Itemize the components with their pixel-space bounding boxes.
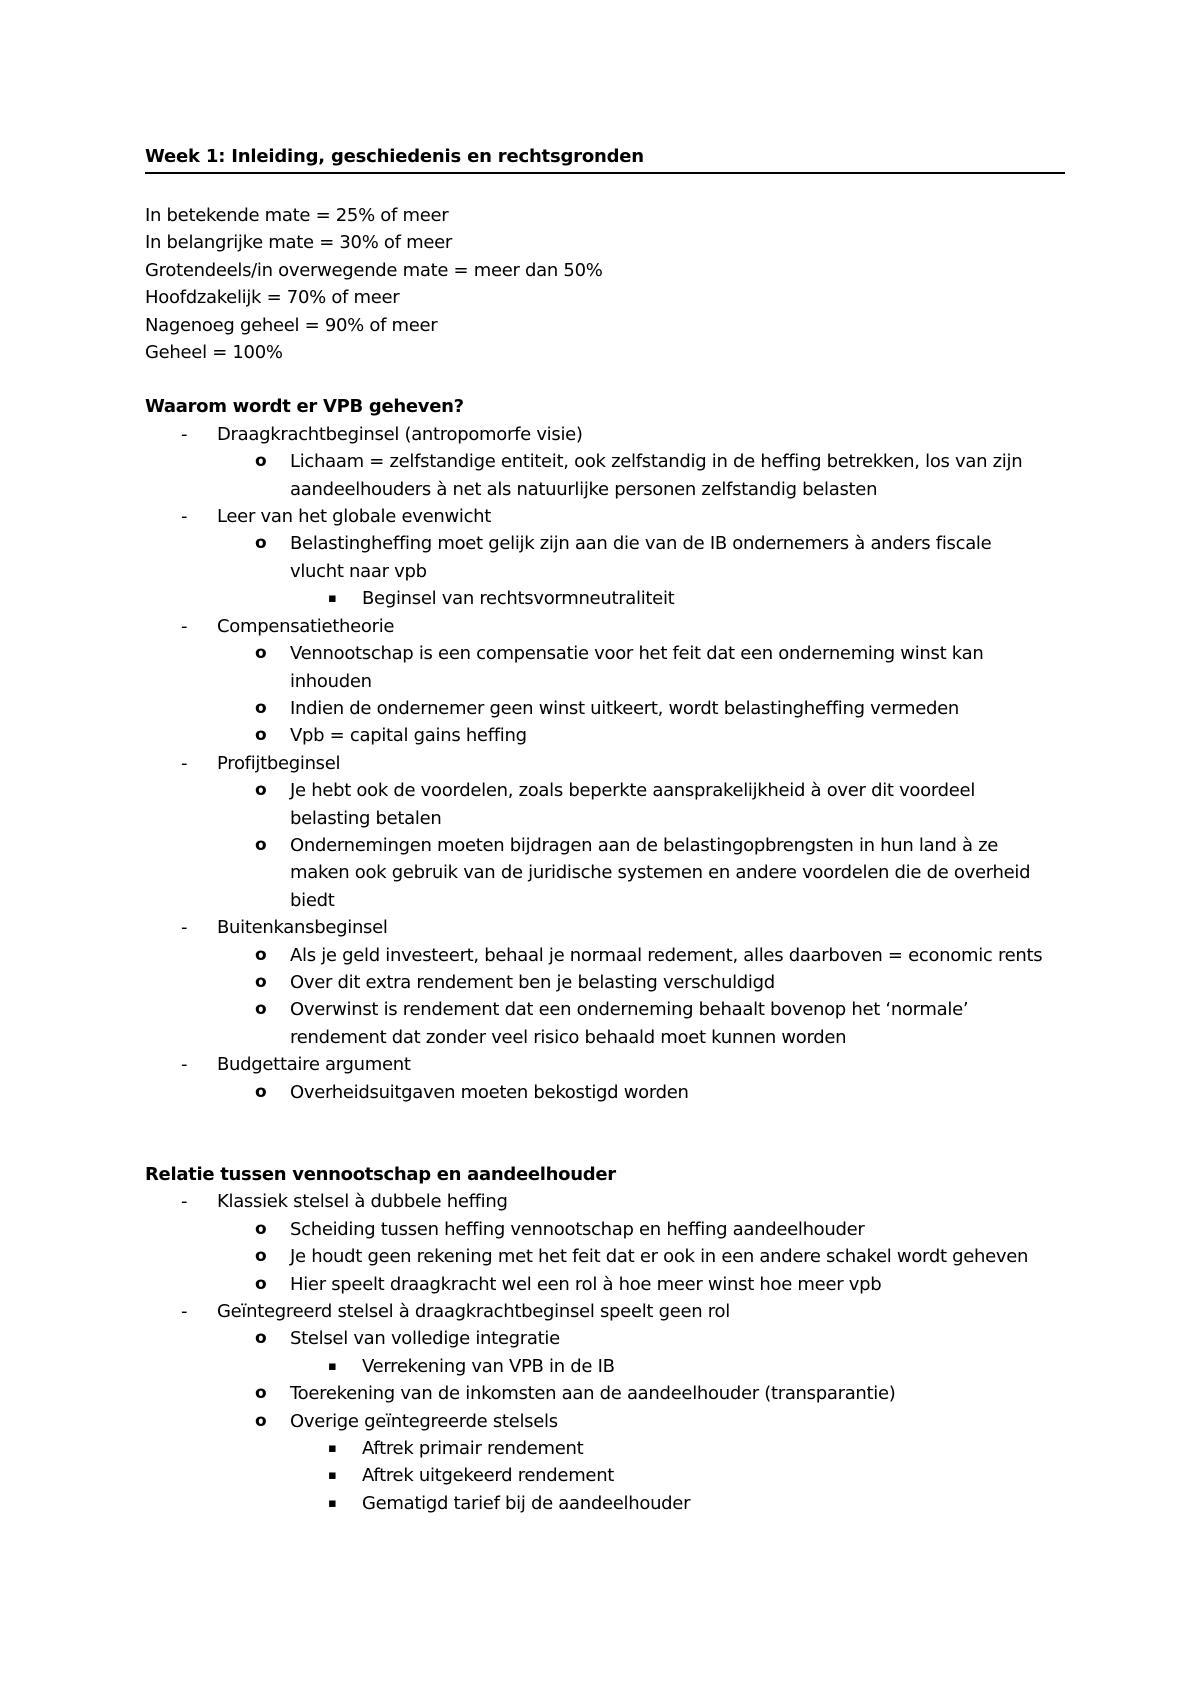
definition-line: In betekende mate = 25% of meer bbox=[145, 205, 449, 226]
list-item bbox=[145, 914, 1065, 941]
document-title: Week 1: Inleiding, geschiedenis en rechtsgronden bbox=[145, 146, 1065, 174]
list-item-label: Klassiek stelsel à dubbele heffing bbox=[217, 1191, 508, 1213]
square-bullet: ▪ bbox=[328, 1441, 337, 1457]
list-item-label: Draagkrachtbeginsel (antropomorfe visie) bbox=[217, 423, 583, 445]
list-item-label: Buitenkansbeginsel bbox=[217, 917, 388, 939]
sub-item-line: Lichaam = zelfstandige entiteit, ook zelfstandig in de heffing betrekken, los van zijn bbox=[290, 451, 1023, 473]
sub-sub-item-label: Aftrek uitgekeerd rendement bbox=[362, 1465, 615, 1487]
dash-bullet: - bbox=[181, 1191, 188, 1213]
sub-item-line: Overige geïntegreerde stelsels bbox=[290, 1410, 558, 1432]
circle-bullet: o bbox=[255, 1328, 267, 1349]
list-item-label: Budgettaire argument bbox=[217, 1054, 411, 1076]
list-item-label: Geïntegreerd stelsel à draagkrachtbeginsel speelt geen rol bbox=[217, 1301, 730, 1323]
list-item bbox=[145, 1188, 1065, 1215]
circle-bullet: o bbox=[255, 533, 267, 554]
sub-item-line: vlucht naar vpb bbox=[290, 560, 427, 582]
definition-line: Nagenoeg geheel = 90% of meer bbox=[145, 314, 438, 336]
sub-item-line: maken ook gebruik van de juridische systemen en andere voordelen die de overheid bbox=[290, 862, 1031, 884]
sub-list-item bbox=[145, 448, 1065, 503]
sub-sub-list-item bbox=[145, 1490, 1065, 1517]
sub-item-line: Ondernemingen moeten bijdragen aan de belastingopbrengsten in hun land à ze bbox=[290, 834, 999, 856]
section-relation bbox=[145, 1161, 1065, 1517]
square-bullet: ▪ bbox=[328, 1495, 337, 1511]
sub-item-line: Stelsel van volledige integratie bbox=[290, 1328, 560, 1350]
circle-bullet: o bbox=[255, 999, 267, 1020]
sub-item-line: Als je geld investeert, behaal je normaal redement, alles daarboven = economic rents bbox=[290, 944, 1043, 966]
sub-item-line: Je houdt geen rekening met het feit dat er ook in een andere schakel wordt geheven bbox=[290, 1246, 1029, 1268]
sub-item-line: inhouden bbox=[290, 670, 372, 692]
sub-sub-list-item bbox=[145, 1435, 1065, 1462]
circle-bullet: o bbox=[255, 1410, 267, 1431]
sub-sub-item-label: Verrekening van VPB in de IB bbox=[362, 1355, 615, 1377]
sub-item-line: Over dit extra rendement ben je belasting verschuldigd bbox=[290, 971, 775, 993]
sub-list-item bbox=[145, 530, 1065, 585]
sub-item-line: belasting betalen bbox=[290, 807, 442, 829]
sub-item-line: Belastingheffing moet gelijk zijn aan die van de IB ondernemers à anders fiscale bbox=[290, 533, 992, 555]
circle-bullet: o bbox=[255, 1218, 267, 1239]
sub-list-item bbox=[145, 1325, 1065, 1352]
circle-bullet: o bbox=[255, 697, 267, 718]
sub-item-line: Overwinst is rendement dat een onderneming behaalt bovenop het ‘normale’ bbox=[290, 999, 969, 1021]
sub-item-line: Je hebt ook de voordelen, zoals beperkte aansprakelijkheid à over dit voordeel bbox=[290, 780, 976, 802]
sub-list-item bbox=[145, 695, 1065, 722]
sub-list-item bbox=[145, 640, 1065, 695]
sub-item-line: Hier speelt draagkracht wel een rol à hoe meer winst hoe meer vpb bbox=[290, 1273, 882, 1295]
circle-bullet: o bbox=[255, 643, 267, 664]
definition-line: Geheel = 100% bbox=[145, 342, 283, 364]
list-item bbox=[145, 503, 1065, 530]
definition-line: In belangrijke mate = 30% of meer bbox=[145, 232, 452, 254]
dash-bullet: - bbox=[181, 1054, 188, 1076]
sub-item-line: Vpb = capital gains heffing bbox=[290, 725, 527, 747]
sub-sub-item-label: Gematigd tarief bij de aandeelhouder bbox=[362, 1492, 691, 1514]
sub-item-line: aandeelhouders à net als natuurlijke personen zelfstandig belasten bbox=[290, 478, 878, 500]
sub-item-line: Scheiding tussen heffing vennootschap en heffing aandeelhouder bbox=[290, 1218, 865, 1240]
sub-item-line: biedt bbox=[290, 889, 335, 911]
sub-sub-item-label: Aftrek primair rendement bbox=[362, 1438, 584, 1460]
definitions-list bbox=[145, 202, 1065, 366]
section-vpb-reasons bbox=[145, 393, 1065, 1106]
sub-list-item bbox=[145, 1079, 1065, 1106]
sub-item-line: rendement dat zonder veel risico behaald moet kunnen worden bbox=[290, 1026, 847, 1048]
list-item bbox=[145, 1051, 1065, 1078]
definition-line: Grotendeels/in overwegende mate = meer dan 50% bbox=[145, 259, 603, 281]
dash-bullet: - bbox=[181, 1301, 188, 1323]
dash-bullet: - bbox=[181, 506, 188, 528]
dash-bullet: - bbox=[181, 615, 188, 637]
circle-bullet: o bbox=[255, 1273, 267, 1294]
circle-bullet: o bbox=[255, 1383, 267, 1404]
list-item-label: Profijtbeginsel bbox=[217, 752, 341, 774]
sub-sub-list-item bbox=[145, 1353, 1065, 1380]
circle-bullet: o bbox=[255, 944, 267, 965]
reasons-list bbox=[145, 421, 1065, 1106]
sub-list-item bbox=[145, 996, 1065, 1051]
definition-line: Hoofdzakelijk = 70% of meer bbox=[145, 287, 400, 309]
circle-bullet: o bbox=[255, 451, 267, 472]
sub-list-item bbox=[145, 722, 1065, 749]
sub-list-item bbox=[145, 1216, 1065, 1243]
sub-sub-item-label: Beginsel van rechtsvormneutraliteit bbox=[362, 588, 675, 610]
circle-bullet: o bbox=[255, 725, 267, 746]
sub-item-line: Overheidsuitgaven moeten bekostigd worden bbox=[290, 1081, 689, 1103]
sub-item-line: Indien de ondernemer geen winst uitkeert, wordt belastingheffing vermeden bbox=[290, 697, 960, 719]
sub-list-item bbox=[145, 1380, 1065, 1407]
circle-bullet: o bbox=[255, 971, 267, 992]
sub-sub-list-item bbox=[145, 585, 1065, 612]
sub-list-item bbox=[145, 1243, 1065, 1270]
circle-bullet: o bbox=[255, 780, 267, 801]
list-item bbox=[145, 421, 1065, 448]
dash-bullet: - bbox=[181, 752, 188, 774]
dash-bullet: - bbox=[181, 423, 188, 445]
circle-bullet: o bbox=[255, 1081, 267, 1102]
list-item bbox=[145, 613, 1065, 640]
sub-list-item bbox=[145, 832, 1065, 914]
circle-bullet: o bbox=[255, 834, 267, 855]
sub-sub-list-item bbox=[145, 1462, 1065, 1489]
list-item bbox=[145, 750, 1065, 777]
square-bullet: ▪ bbox=[328, 1358, 337, 1374]
sub-list-item bbox=[145, 942, 1065, 969]
sub-item-line: Toerekening van de inkomsten aan de aandeelhouder (transparantie) bbox=[290, 1383, 896, 1405]
circle-bullet: o bbox=[255, 1246, 267, 1267]
sub-list-item bbox=[145, 1271, 1065, 1298]
sub-list-item bbox=[145, 777, 1065, 832]
document-page bbox=[145, 146, 1065, 1517]
section-heading: Waarom wordt er VPB geheven? bbox=[145, 396, 464, 418]
list-item-label: Leer van het globale evenwicht bbox=[217, 506, 492, 528]
dash-bullet: - bbox=[181, 917, 188, 939]
list-item bbox=[145, 1298, 1065, 1325]
section-heading: Relatie tussen vennootschap en aandeelhouder bbox=[145, 1164, 616, 1185]
square-bullet: ▪ bbox=[328, 1468, 337, 1484]
list-item-label: Compensatietheorie bbox=[217, 615, 395, 637]
sub-list-item bbox=[145, 969, 1065, 996]
sub-list-item bbox=[145, 1408, 1065, 1435]
sub-item-line: Vennootschap is een compensatie voor het feit dat een onderneming winst kan bbox=[290, 643, 984, 665]
square-bullet: ▪ bbox=[328, 591, 337, 607]
relation-list bbox=[145, 1188, 1065, 1517]
